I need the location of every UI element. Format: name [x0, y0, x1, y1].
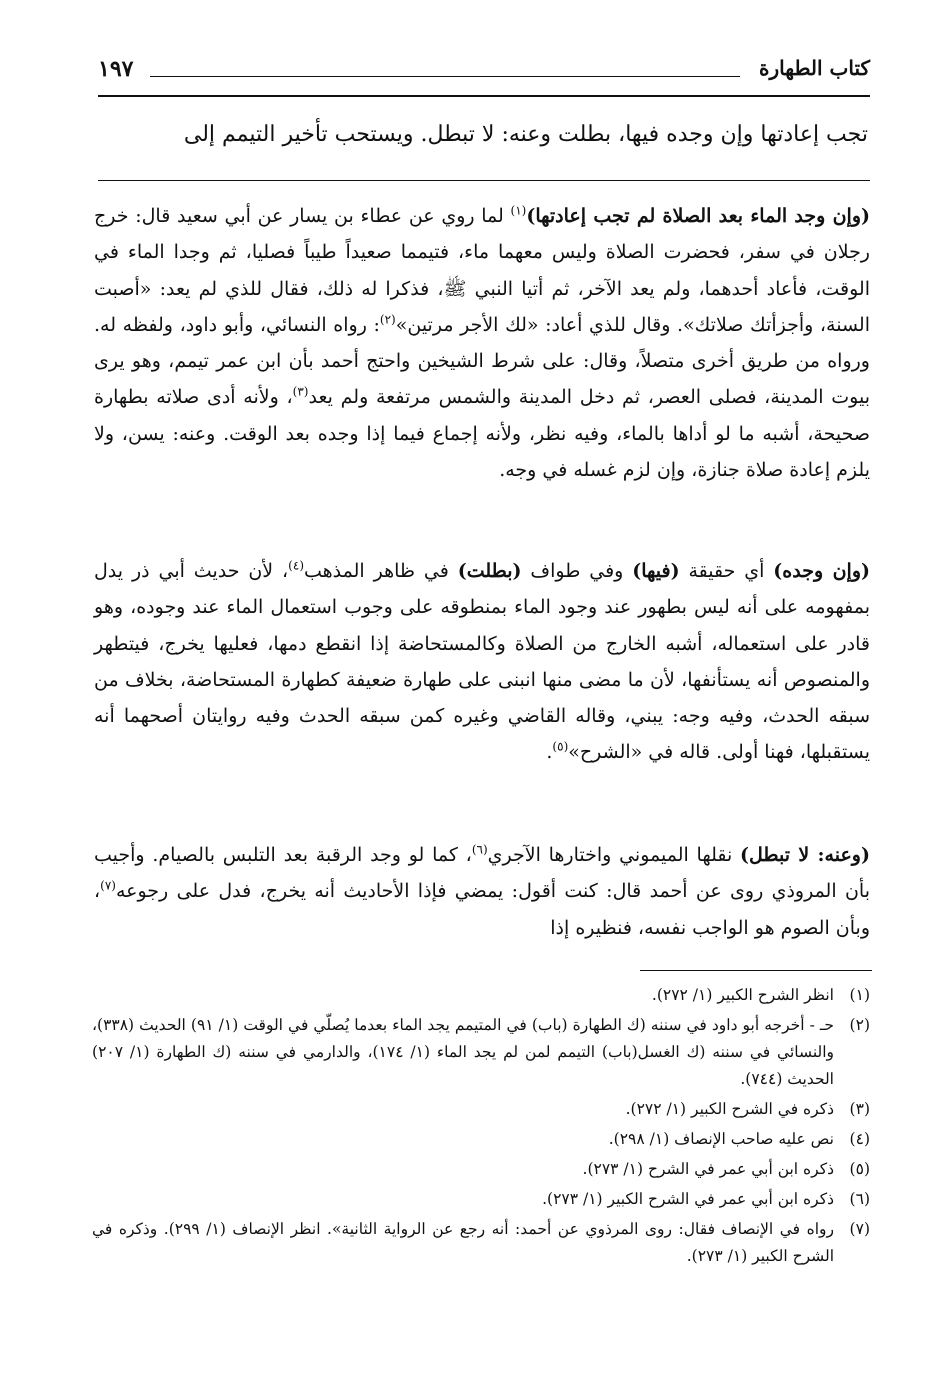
header-rule	[150, 76, 740, 77]
footnote-separator	[640, 970, 872, 971]
footnote-number: (٤)	[849, 1130, 870, 1148]
footnote-item	[92, 1186, 870, 1213]
page-number: ١٩٧	[98, 56, 134, 82]
commentary-text: لما روي عن عطاء بن يسار عن أبي سعيد قال: خرج رجلان في سفر، فحضرت الصلاة وليس معهما ماء، فتيمما صعيداً طيباً فصليا، ثم وجدا الماء في الوقت، فأعاد أحدهما، ولم يعد الآخر، ثم أتيا النبي ﷺ، فذكرا له ذلك، فقال للذي لم يعد: «أصبت السنة، وأجزأتك صلاتك». وقال للذي أعاد: «لك الأجر مرتين»	[94, 205, 870, 336]
matn-quote: (بطلت)	[457, 560, 522, 582]
footnote-item	[92, 1096, 870, 1123]
footnote-ref: (٢)	[379, 312, 396, 327]
commentary-text: : رواه النسائي، وأبو داود، ولفظه له. ورواه من طريق أخرى متصلاً، وقال: على شرط الشيخين واحتج أحمد بأن ابن عمر تيمم، وهو يرى بيوت المدينة، فصلى العصر، ثم دخل المدينة والشمس مرتفعة ولم يعد	[94, 313, 871, 409]
commentary-text: في ظاهر المذهب	[304, 560, 458, 582]
matn-quote: (وعنه: لا تبطل)	[740, 844, 870, 866]
footnote-number: (٧)	[849, 1220, 870, 1238]
matn-quote: (وإن وجده)	[773, 560, 871, 582]
footnote-text: نص عليه صاحب الإنصاف (١/ ٢٩٨).	[608, 1130, 834, 1148]
footnote-item	[92, 1216, 870, 1270]
commentary-paragraph	[94, 553, 870, 771]
footnote-text: حـ - أخرجه أبو داود في سننه (ك الطهارة (باب) في المتيمم يجد الماء بعدما يُصلّي في الوقت (١/ ٩١) الحديث (٣٣٨)، والنسائي في سننه (ك الغسل(باب) التيمم لمن لم يجد الماء (١/ ١٧٤)، والدارمي في سننه (ك الطهارة (١/ ٢٠٧) الحديث (٧٤٤).	[92, 1016, 835, 1088]
footnote-ref: (٣)	[292, 385, 309, 400]
commentary-text: ، ولأنه أدى صلاته بطهارة صحيحة، أشبه ما لو أداها بالماء، وفيه نظر، ولأنه إجماع فيما إذا وجده بعد الوقت. وعنه: يسن، ولا يلزم إعادة صلاة جنازة، وإن لزم غسله في وجه.	[94, 386, 870, 482]
running-header	[98, 56, 870, 96]
footnote-ref: (٧)	[100, 878, 116, 893]
commentary-text: ، لأن حديث أبي ذر يدل بمفهومه على أنه ليس بطهور عند وجود الماء بمنطوقه على وجوب استعمال الماء عند وجوده، وهو قادر على استعماله، أشبه الخارج من الصلاة وكالمستحاضة إذا انقطع دمها، فعليها يخرج، فيتطهر والمنصوص أنه يستأنفها، لأن ما مضى منها انبنى على طهارة ضعيفة كطهارة المستحاضة، بخلاف من سبقه الحدث، وفيه وجه: يبني، وقاله القاضي وغيره كمن سبقه الحدث وفيه روايتان أصحهما أنه يستقبلها، فهنا أولى. قاله في «الشرح»	[94, 560, 870, 764]
matn-separator	[98, 180, 870, 181]
footnote-item	[92, 1012, 870, 1093]
footnote-number: (٢)	[849, 1016, 870, 1034]
footnote-number: (١)	[849, 986, 870, 1004]
commentary-text: ، وبأن الصوم هو الواجب نفسه، فنظيره إذا	[94, 880, 870, 939]
footnote-text: رواه في الإنصاف فقال: روى المرذوي عن أحمد: أنه رجع عن الرواية الثانية». انظر الإنصاف (١/ ٢٩٩). وذكره في الشرح الكبير (١/ ٢٧٣).	[92, 1220, 834, 1265]
commentary-paragraph	[94, 837, 870, 946]
footnote-item	[92, 1156, 870, 1183]
footnote-ref: (٥)	[552, 740, 569, 755]
footnote-number: (٥)	[849, 1160, 870, 1178]
footnote-item	[92, 982, 870, 1009]
footnote-ref: (٦)	[471, 842, 488, 857]
matn-quote: (فيها)	[632, 560, 680, 582]
footnotes-list	[92, 982, 870, 1273]
commentary-text: .	[546, 741, 553, 764]
header-underline	[98, 95, 870, 97]
commentary-text: ، كما لو وجد الرقبة بعد التلبس بالصيام. وأجيب بأن المروذي روى عن أحمد قال: كنت أقول: يمضي فإذا الأحاديث أنه يخرج، فدل على رجوعه	[94, 844, 870, 903]
footnote-number: (٣)	[849, 1100, 870, 1118]
commentary-paragraph	[94, 198, 870, 488]
footnote-ref: (١)	[510, 203, 527, 218]
book-title: كتاب الطهارة	[759, 56, 870, 80]
footnote-item	[92, 1126, 870, 1153]
footnote-text: ذكره ابن أبي عمر في الشرح (١/ ٢٧٣).	[582, 1160, 834, 1178]
footnote-text: انظر الشرح الكبير (١/ ٢٧٢).	[651, 986, 834, 1004]
matn-text: تجب إعادتها وإن وجده فيها، بطلت وعنه: لا تبطل. ويستحب تأخير التيمم إلى	[183, 122, 868, 147]
commentary-text: نقلها الميموني واختارها الآجري	[487, 844, 741, 866]
commentary-text: أي حقيقة	[679, 560, 774, 582]
matn-quote: (وإن وجد الماء بعد الصلاة لم تجب إعادتها)	[526, 205, 870, 227]
footnote-ref: (٤)	[288, 558, 304, 573]
footnote-text: ذكره ابن أبي عمر في الشرح الكبير (١/ ٢٧٣).	[542, 1190, 834, 1208]
footnote-number: (٦)	[849, 1190, 870, 1208]
commentary-text: وفي طواف	[521, 560, 633, 582]
footnote-text: ذكره في الشرح الكبير (١/ ٢٧٢).	[625, 1100, 834, 1118]
